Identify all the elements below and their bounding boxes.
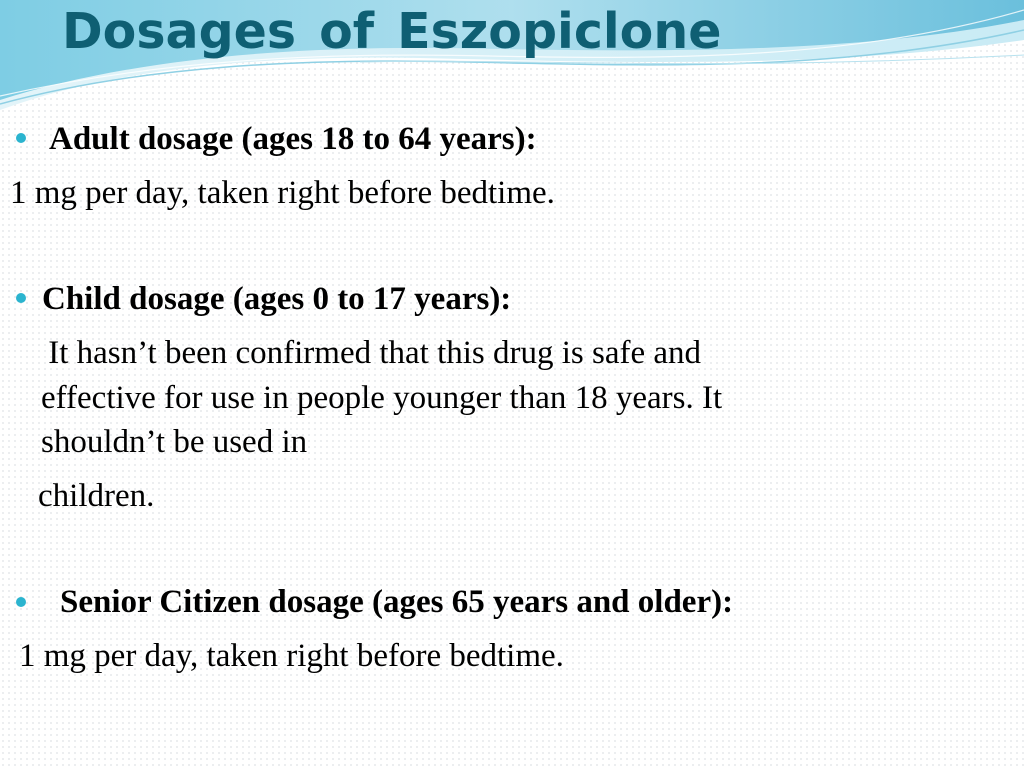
- child-dosage-text-line-1: It hasn’t been confirmed that this drug is safe and: [40, 335, 702, 371]
- adult-dosage-text: 1 mg per day, taken right before bedtime.: [10, 175, 555, 211]
- child-dosage-text-line-3: shouldn’t be used in: [41, 424, 308, 460]
- child-dosage-text-line-2: effective for use in people younger than 18 years. It: [41, 380, 723, 416]
- adult-dosage-heading: Adult dosage (ages 18 to 64 years):: [49, 121, 537, 157]
- bullet-icon: [16, 293, 26, 303]
- bullet-icon: [16, 133, 26, 143]
- senior-dosage-text: 1 mg per day, taken right before bedtime.: [19, 638, 564, 674]
- slide-title: Dosages of Eszopiclone: [62, 3, 722, 60]
- bullet-icon: [16, 597, 26, 607]
- senior-dosage-heading: Senior Citizen dosage (ages 65 years and older):: [60, 584, 734, 620]
- child-dosage-heading: Child dosage (ages 0 to 17 years):: [42, 281, 512, 317]
- child-dosage-text-line-4: children.: [38, 478, 155, 514]
